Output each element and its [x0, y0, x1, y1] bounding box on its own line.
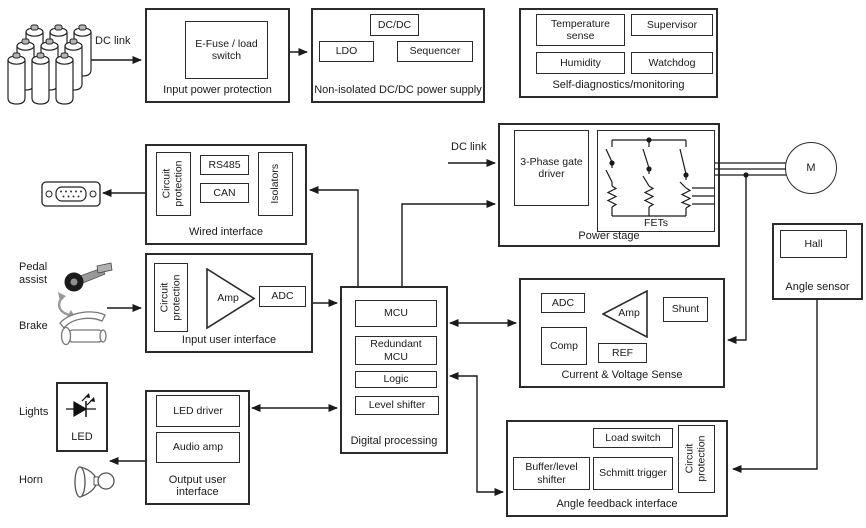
- comp-box: Comp: [541, 327, 587, 365]
- schmitt-trigger-box: Schmitt trigger: [593, 457, 673, 490]
- input-adc-box: ADC: [259, 286, 306, 307]
- isolators-box: Isolators: [258, 152, 293, 216]
- hall-box: Hall: [780, 230, 847, 258]
- temperature-sense-box: Temperature sense: [536, 14, 625, 46]
- input-circuit-protection-box: Circuit protection: [154, 263, 188, 332]
- ref-box: REF: [598, 343, 647, 363]
- supervisor-box: Supervisor: [631, 14, 713, 36]
- can-box: CAN: [200, 183, 249, 203]
- angle-sensor-title: Angle sensor: [785, 281, 850, 293]
- horn-icon: [75, 467, 114, 497]
- brake-lever-icon: [60, 312, 106, 345]
- cv-amp-label: Amp: [618, 307, 640, 319]
- led-driver-box: LED driver: [156, 395, 240, 427]
- input-user-interface-title: Input user interface: [181, 334, 277, 346]
- dcdc-box: DC/DC: [370, 14, 419, 36]
- block-angle-feedback: [506, 420, 728, 517]
- audio-amp-box: Audio amp: [156, 432, 240, 463]
- power-stage-title: Power stage: [578, 230, 640, 242]
- block-wired-interface: [145, 144, 307, 245]
- lights-label: Lights: [19, 406, 49, 418]
- block-input-power-protection: [145, 8, 290, 103]
- block-power-stage: [498, 123, 720, 247]
- digital-processing-title: Digital processing: [350, 435, 438, 447]
- mcu-box: MCU: [355, 300, 437, 327]
- sequencer-box: Sequencer: [397, 41, 473, 62]
- block-angle-sensor: [772, 223, 863, 300]
- brake-label: Brake: [19, 320, 48, 332]
- angle-feedback-title: Angle feedback interface: [556, 498, 678, 510]
- watchdog-box: Watchdog: [631, 52, 713, 74]
- current-voltage-sense-title: Current & Voltage Sense: [561, 369, 683, 381]
- wired-interface-title: Wired interface: [189, 226, 263, 238]
- input-power-protection-title: Input power protection: [163, 84, 272, 96]
- efuse-load-switch-box: E-Fuse / load switch: [185, 21, 268, 79]
- gate-driver-box: 3-Phase gate driver: [514, 130, 589, 206]
- wired-circuit-protection-box: Circuit protection: [156, 152, 191, 216]
- buffer-level-shifter-box: Buffer/level shifter: [513, 457, 590, 490]
- level-shifter-box: Level shifter: [355, 396, 439, 415]
- block-dcdc-power-supply: [311, 8, 485, 103]
- led-label: LED: [71, 431, 93, 443]
- output-user-interface-title: Output user interface: [168, 474, 227, 498]
- logic-box: Logic: [355, 371, 437, 388]
- fets-label: FETs: [644, 216, 668, 229]
- shunt-box: Shunt: [663, 297, 708, 322]
- led-box: [56, 382, 108, 452]
- load-switch-box: Load switch: [593, 428, 673, 448]
- ldo-box: LDO: [319, 41, 374, 62]
- dcdc-power-supply-title: Non-isolated DC/DC power supply: [314, 84, 482, 96]
- fets-box: [597, 130, 715, 232]
- angle-circuit-protection-box: Circuit protection: [678, 425, 715, 493]
- self-diagnostics-title: Self-diagnostics/monitoring: [552, 79, 685, 91]
- input-amp-label: Amp: [217, 292, 239, 304]
- block-output-user-interface: [145, 390, 250, 505]
- pedal-assist-label: Pedal assist: [19, 261, 48, 287]
- db9-connector-icon: [42, 182, 100, 206]
- block-digital-processing: [340, 286, 448, 454]
- dc-link-label-battery: DC link: [95, 35, 131, 47]
- horn-label: Horn: [19, 474, 43, 486]
- dc-link-label-power: DC link: [451, 141, 487, 153]
- redundant-mcu-box: Redundant MCU: [355, 336, 437, 365]
- block-self-diagnostics: [519, 8, 718, 98]
- rs485-box: RS485: [200, 155, 249, 175]
- motor-symbol: M: [785, 142, 837, 194]
- humidity-box: Humidity: [536, 52, 625, 74]
- block-current-voltage-sense: [519, 278, 725, 388]
- cv-adc-box: ADC: [541, 293, 585, 313]
- battery-pack-icon: [8, 25, 91, 104]
- pedal-assist-icon: [58, 263, 112, 318]
- block-input-user-interface: [145, 253, 313, 353]
